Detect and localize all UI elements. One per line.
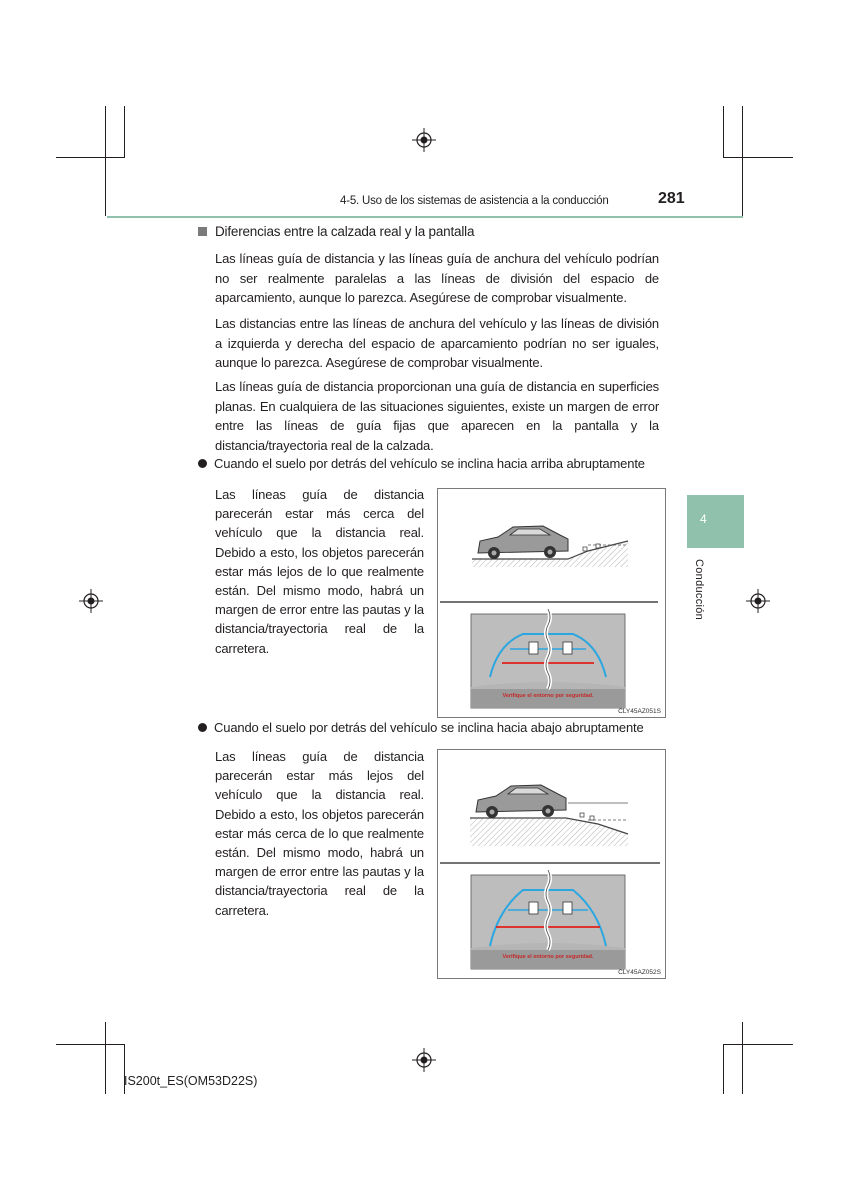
square-bullet-icon xyxy=(198,227,207,236)
case-bullet xyxy=(198,720,644,735)
figure-banner: Verifique el entorno por seguridad. xyxy=(502,954,594,960)
crop-mark xyxy=(742,1022,743,1094)
crop-mark xyxy=(105,1022,106,1094)
car-illustration xyxy=(476,785,566,818)
chapter-tab xyxy=(687,495,744,548)
crop-mark xyxy=(723,1044,793,1045)
case-description: Las líneas guía de distancia parecerán estar más lejos del vehículo que la distancia real. Debido a esto, los objetos parecerán estar más cerca de lo que realmente están. Del mismo modo, habrá un margen de error entre las pautas y la distancia/trayectoria real de la carretera. xyxy=(215,749,424,918)
figure-code: CLY45AZ052S xyxy=(618,969,661,976)
crop-mark xyxy=(124,106,125,158)
registration-mark-icon xyxy=(746,589,770,613)
registration-mark-icon xyxy=(79,589,103,613)
running-header: 4-5. Uso de los sistemas de asistencia a la conducción xyxy=(340,195,609,207)
case-bullet xyxy=(198,456,645,471)
crop-mark xyxy=(56,157,125,158)
section-heading-text: Diferencias entre la calzada real y la pantalla xyxy=(215,224,475,239)
document-code: IS200t_ES(OM53D22S) xyxy=(124,1074,258,1088)
figure-downhill-drawing xyxy=(438,750,665,978)
figure-code: CLY45AZ051S xyxy=(618,708,661,715)
crop-mark xyxy=(723,157,793,158)
header-rule xyxy=(107,216,743,218)
figure-uphill-drawing xyxy=(438,489,665,717)
page-number: 281 xyxy=(658,190,685,207)
crop-mark xyxy=(105,106,106,216)
registration-mark-icon xyxy=(412,128,436,152)
figure-banner: Verifique el entorno por seguridad. xyxy=(502,693,594,699)
crop-mark xyxy=(56,1044,125,1045)
case-bullet-text: Cuando el suelo por detrás del vehículo se inclina hacia arriba abruptamente xyxy=(214,456,645,471)
case-bullet-text: Cuando el suelo por detrás del vehículo se inclina hacia abajo abruptamente xyxy=(214,720,644,735)
car-illustration xyxy=(478,526,568,559)
registration-mark-icon xyxy=(412,1048,436,1072)
crop-mark xyxy=(723,106,724,158)
figure-downhill xyxy=(437,749,666,979)
paragraph: Las distancias entre las líneas de anchura del vehículo y las líneas de división a izquierda y derecha del espacio de aparcamiento podrían no ser iguales, aunque lo parezca. Asegúrese de comprobar visualmente. xyxy=(215,316,659,370)
paragraph: Las líneas guía de distancia y las líneas guía de anchura del vehículo podrían no ser realmente paralelas a las líneas de división del espacio de aparcamiento, aunque lo parezca. Asegúrese de comprobar visualmente. xyxy=(215,251,659,305)
round-bullet-icon xyxy=(198,723,207,732)
section-heading xyxy=(198,224,474,239)
crop-mark xyxy=(723,1044,724,1094)
paragraph: Las líneas guía de distancia proporcionan una guía de distancia en superficies planas. En cualquiera de las situaciones siguientes, existe un margen de error entre las líneas de guía fijas que aparecen en la pantalla y la distancia/trayectoria real de la calzada. xyxy=(215,379,659,453)
figure-uphill xyxy=(437,488,666,718)
chapter-label: Conducción xyxy=(693,559,705,621)
chapter-number: 4 xyxy=(700,512,707,526)
crop-mark xyxy=(742,106,743,216)
case-description: Las líneas guía de distancia parecerán estar más cerca del vehículo que la distancia real. Debido a esto, los objetos parecerán estar más lejos de lo que realmente están. Del mismo modo, habrá un margen de error entre las pautas y la distancia/trayectoria real de la carretera. xyxy=(215,487,424,656)
round-bullet-icon xyxy=(198,459,207,468)
